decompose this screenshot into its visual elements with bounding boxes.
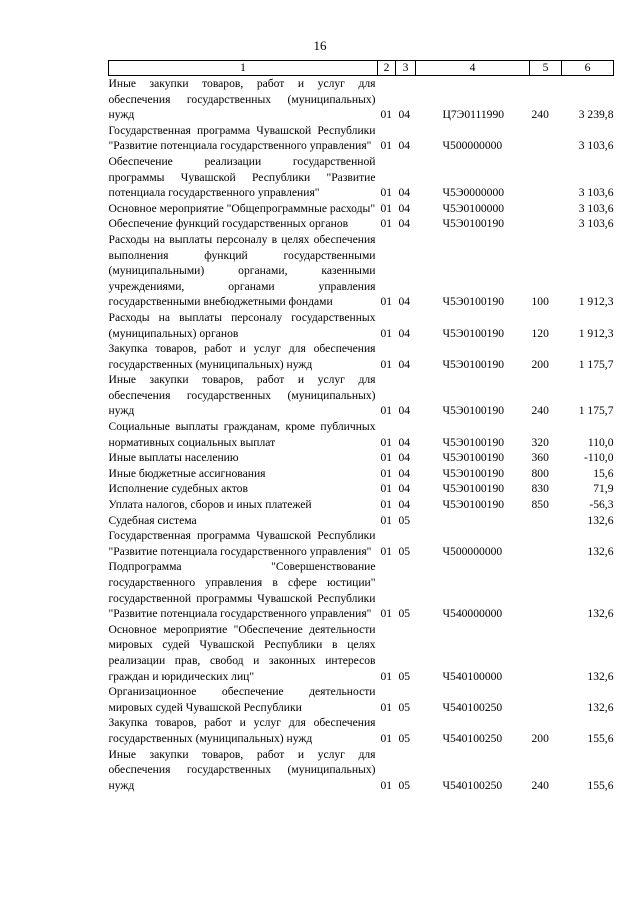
cell-expense-type — [530, 154, 562, 201]
cell-expense-type: 360 — [531, 451, 549, 465]
cell-amount: 1 175,7 — [578, 404, 614, 418]
cell-subsection: 05 — [398, 731, 411, 745]
cell-section: 01 — [380, 731, 393, 745]
table-row — [109, 559, 614, 621]
cell-expense-type: 200 — [531, 731, 549, 745]
table-row — [109, 513, 614, 529]
cell-name: Обеспечение реализации государственной программы Чувашской Республики "Развитие потенциала государственного управления" — [108, 154, 376, 200]
cell-subsection: 04 — [398, 498, 411, 512]
column-header-name: 1 — [109, 61, 378, 76]
cell-section: 01 — [380, 513, 393, 527]
cell-name: Обеспечение функций государственных органов — [108, 217, 349, 231]
budget-table — [108, 60, 614, 793]
table-row — [109, 310, 614, 341]
cell-name: Иные закупки товаров, работ и услуг для обеспечения государственных (муниципальных) нужд — [108, 747, 376, 792]
cell-target-article: Ч500000000 — [442, 139, 503, 153]
cell-subsection: 04 — [398, 186, 411, 200]
cell-name: Иные выплаты населению — [108, 451, 239, 465]
cell-subsection: 05 — [398, 778, 411, 792]
table-row — [109, 715, 614, 746]
cell-amount: -110,0 — [583, 451, 614, 465]
cell-section: 01 — [380, 451, 393, 465]
cell-expense-type: 240 — [531, 778, 549, 792]
table-row — [109, 622, 614, 684]
cell-expense-type — [530, 559, 562, 621]
cell-section: 01 — [380, 326, 393, 340]
cell-section: 01 — [380, 295, 393, 309]
cell-name: Расходы на выплаты персоналу в целях обеспечения выполнения функций государственными (муниципальными) органами, казенными учреждениями, органами управления государственными внебюджетными фондами — [108, 232, 376, 309]
cell-name: Иные бюджетные ассигнования — [108, 466, 266, 480]
cell-subsection: 05 — [398, 700, 411, 714]
cell-amount: 3 239,8 — [578, 108, 614, 122]
cell-amount: 155,6 — [587, 731, 614, 745]
cell-section: 01 — [380, 108, 393, 122]
column-header-expense-type: 5 — [530, 61, 562, 76]
table-row — [109, 216, 614, 232]
cell-target-article: Ч5Э0100190 — [442, 217, 505, 231]
cell-amount: -56,3 — [589, 498, 614, 512]
cell-section: 01 — [380, 201, 393, 215]
cell-target-article: Ч5Э0100190 — [442, 404, 505, 418]
cell-amount: 132,6 — [587, 669, 614, 683]
cell-section: 01 — [380, 139, 393, 153]
cell-target-article: Ч5Э0100190 — [442, 498, 505, 512]
table-row — [109, 232, 614, 310]
cell-subsection: 04 — [398, 466, 411, 480]
cell-amount: 3 103,6 — [578, 201, 614, 215]
cell-section: 01 — [380, 186, 393, 200]
cell-expense-type — [530, 528, 562, 559]
cell-amount: 132,6 — [587, 513, 614, 527]
cell-name: Закупка товаров, работ и услуг для обеспечения государственных (муниципальных) нужд — [108, 716, 376, 745]
cell-target-article: Ц7Э0111990 — [442, 108, 505, 122]
cell-name: Государственная программа Чувашской Республики "Развитие потенциала государственного управления" — [108, 123, 376, 153]
cell-section: 01 — [380, 700, 393, 714]
cell-section: 01 — [380, 544, 393, 558]
cell-target-article — [416, 513, 530, 529]
cell-expense-type: 200 — [531, 357, 549, 371]
cell-name: Основное мероприятие "Общепрограммные расходы" — [108, 201, 376, 215]
cell-target-article: Ч5Э0100190 — [442, 482, 505, 496]
cell-target-article: Ч5Э0100190 — [442, 435, 505, 449]
cell-target-article: Ч540000000 — [442, 607, 503, 621]
table-row — [109, 747, 614, 794]
cell-expense-type: 240 — [531, 108, 549, 122]
cell-amount: 3 103,6 — [578, 139, 614, 153]
cell-subsection: 04 — [398, 139, 411, 153]
cell-expense-type: 240 — [531, 404, 549, 418]
cell-name: Государственная программа Чувашской Республики "Развитие потенциала государственного управления" — [108, 529, 376, 558]
cell-subsection: 04 — [398, 435, 411, 449]
cell-target-article: Ч5Э0000000 — [442, 186, 505, 200]
cell-subsection: 04 — [398, 108, 411, 122]
cell-subsection: 05 — [398, 607, 411, 621]
cell-amount: 155,6 — [587, 778, 614, 792]
cell-amount: 132,6 — [587, 544, 614, 558]
table-row — [109, 154, 614, 201]
cell-expense-type: 120 — [531, 326, 549, 340]
cell-section: 01 — [380, 435, 393, 449]
cell-subsection: 04 — [398, 451, 411, 465]
cell-subsection: 05 — [398, 513, 411, 527]
cell-name: Исполнение судебных актов — [108, 482, 248, 496]
table-row — [109, 466, 614, 482]
cell-target-article: Ч540100000 — [442, 669, 503, 683]
table-body — [109, 76, 614, 794]
table-row — [109, 372, 614, 419]
cell-name: Иные закупки товаров, работ и услуг для обеспечения государственных (муниципальных) нужд — [108, 77, 376, 122]
table-row — [109, 76, 614, 123]
cell-name: Судебная система — [108, 513, 197, 527]
cell-subsection: 04 — [398, 404, 411, 418]
cell-section: 01 — [380, 498, 393, 512]
cell-name: Социальные выплаты гражданам, кроме публичных нормативных социальных выплат — [108, 420, 376, 449]
cell-target-article: Ч540100250 — [442, 700, 503, 714]
cell-section: 01 — [380, 778, 393, 792]
cell-subsection: 05 — [398, 544, 411, 558]
cell-target-article: Ч540100250 — [442, 731, 503, 745]
cell-section: 01 — [380, 357, 393, 371]
cell-expense-type — [530, 216, 562, 232]
cell-subsection: 04 — [398, 482, 411, 496]
cell-expense-type — [530, 622, 562, 684]
table-row — [109, 123, 614, 154]
cell-section: 01 — [380, 482, 393, 496]
cell-name: Закупка товаров, работ и услуг для обеспечения государственных (муниципальных) нужд — [108, 342, 376, 371]
column-header-amount: 6 — [562, 61, 614, 76]
table-row — [109, 497, 614, 513]
cell-name: Расходы на выплаты персоналу государственных (муниципальных) органов — [108, 310, 376, 340]
cell-target-article: Ч540100250 — [442, 778, 503, 792]
column-header-target-article: 4 — [416, 61, 530, 76]
cell-target-article: Ч5Э0100190 — [442, 326, 505, 340]
cell-subsection: 04 — [398, 357, 411, 371]
cell-amount: 1 912,3 — [578, 326, 614, 340]
cell-name: Основное мероприятие "Обеспечение деятельности мировых судей Чувашской Республики в целях реализации прав, свобод и законных интересов граждан и юридических лиц" — [108, 622, 376, 683]
cell-expense-type: 100 — [531, 295, 549, 309]
cell-subsection: 04 — [398, 295, 411, 309]
cell-subsection: 04 — [398, 201, 411, 215]
cell-amount: 132,6 — [587, 607, 614, 621]
table-row — [109, 419, 614, 450]
cell-name: Иные закупки товаров, работ и услуг для обеспечения государственных (муниципальных) нужд — [108, 373, 376, 418]
cell-target-article: Ч5Э0100190 — [442, 357, 505, 371]
cell-name: Уплата налогов, сборов и иных платежей — [108, 498, 312, 512]
column-header-subsection: 3 — [396, 61, 416, 76]
cell-expense-type — [530, 684, 562, 715]
cell-amount: 71,9 — [593, 482, 614, 496]
cell-subsection: 05 — [398, 669, 411, 683]
cell-expense-type: 850 — [531, 498, 549, 512]
cell-name: Подпрограмма "Совершенствование государственного управления в сфере юстиции" государственной программы Чувашской Республики "Развитие потенциала государственного управления" — [108, 560, 376, 621]
cell-amount: 3 103,6 — [578, 217, 614, 231]
page-number: 16 — [313, 38, 327, 53]
cell-target-article: Ч5Э0100000 — [442, 201, 505, 215]
column-header-section: 2 — [378, 61, 396, 76]
cell-section: 01 — [380, 466, 393, 480]
table-row — [109, 201, 614, 217]
cell-section: 01 — [380, 217, 393, 231]
cell-subsection: 04 — [398, 326, 411, 340]
cell-expense-type — [530, 513, 562, 529]
table-row — [109, 450, 614, 466]
table-row — [109, 481, 614, 497]
cell-section: 01 — [380, 669, 393, 683]
cell-amount: 132,6 — [587, 700, 614, 714]
cell-section: 01 — [380, 404, 393, 418]
cell-expense-type: 830 — [531, 482, 549, 496]
cell-amount: 1 175,7 — [578, 357, 614, 371]
cell-name: Организационное обеспечение деятельности мировых судей Чувашской Республики — [108, 685, 376, 714]
cell-expense-type — [530, 201, 562, 217]
table-header-row — [109, 61, 614, 76]
cell-section: 01 — [380, 607, 393, 621]
cell-target-article: Ч5Э0100190 — [442, 295, 505, 309]
table-row — [109, 684, 614, 715]
cell-expense-type: 320 — [531, 435, 549, 449]
cell-target-article: Ч5Э0100190 — [442, 451, 505, 465]
cell-expense-type — [530, 123, 562, 154]
cell-subsection: 04 — [398, 217, 411, 231]
cell-expense-type: 800 — [531, 466, 549, 480]
cell-target-article: Ч5Э0100190 — [442, 466, 505, 480]
table-row — [109, 528, 614, 559]
table-row — [109, 341, 614, 372]
cell-target-article: Ч500000000 — [442, 544, 503, 558]
cell-amount: 3 103,6 — [578, 186, 614, 200]
cell-amount: 15,6 — [593, 466, 614, 480]
cell-amount: 110,0 — [587, 435, 614, 449]
cell-amount: 1 912,3 — [578, 295, 614, 309]
